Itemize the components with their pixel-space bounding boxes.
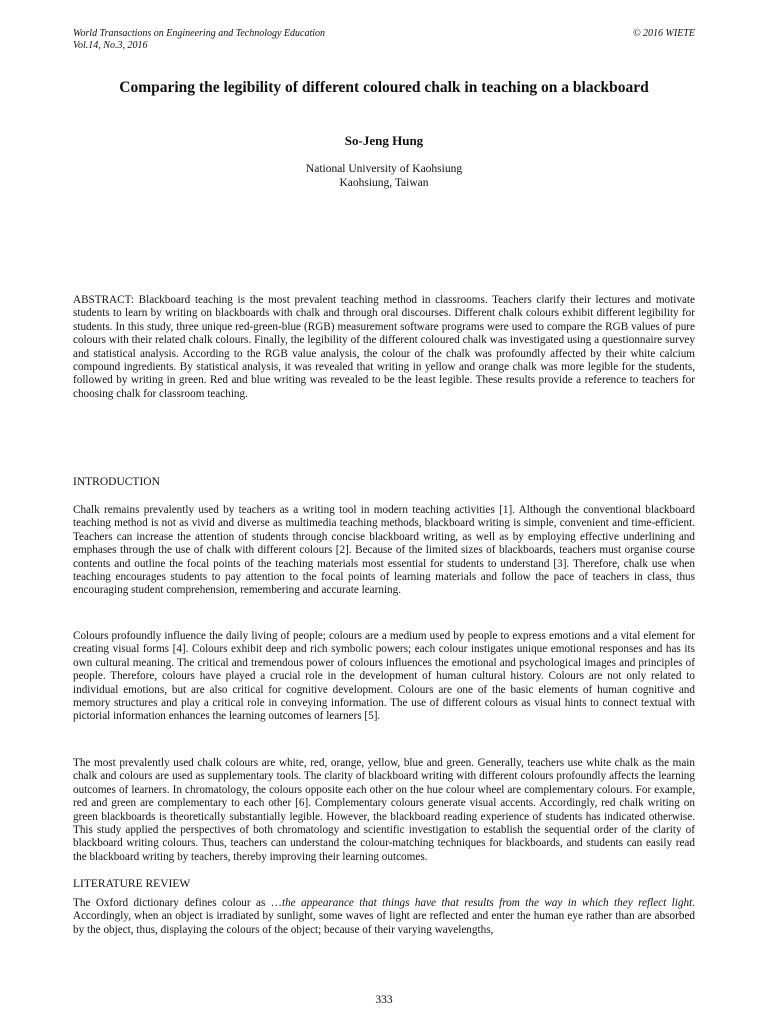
- page-number: 333: [375, 994, 393, 1006]
- paper-title: Comparing the legibility of different coloured chalk in teaching on a blackboard: [119, 79, 649, 96]
- lit-text-start: The Oxford dictionary defines colour as …: [73, 897, 282, 909]
- journal-volume: Vol.14, No.3, 2016: [73, 40, 148, 51]
- author-affiliation: [73, 162, 695, 190]
- journal-name: World Transactions on Engineering and Technology Education: [73, 28, 326, 39]
- intro-paragraph-2: Colours profoundly influence the daily living of people; colours are a medium used by people to express emotions and a vital element for creating visual forms [4]. Colours exhibit deep and rich symbolic powers; each colour instigates unique emotional responses and has its own cultural meaning. The critical and tremendous power of colours influences the emotional and psychological images and principles of people. Therefore, colours have played a crucial role in the development of human cultural history. Colours are not only related to individual emotions, but are also critical for cognitive development. Colours are one of the basic elements of human cognitive and memory structures and play a critical role in conveying information. The use of different colours as visual hints to connect textual with pictorial information enhances the learning outcomes of learners [5].: [73, 630, 695, 723]
- affiliation-location: Kaohsiung, Taiwan: [339, 177, 429, 189]
- lit-text-end: . Accordingly, when an object is irradiated by sunlight, some waves of light are reflected and enter the human eye rather than are absorbed by the object, thus, displaying the colours of the object; because of their varying wavelengths,: [73, 897, 695, 936]
- intro-paragraph-3: The most prevalently used chalk colours are white, red, orange, yellow, blue and green. Generally, teachers use white chalk as the main chalk and colours are used as supplementary tools. The clarity of blackboard writing with different colours profoundly affects the learning outcomes of learners. In chromatology, the colours opposite each other on the hue colour wheel are complementary colours. For example, red and green are complementary to each other [6]. Complementary colours generate visual accents. Accordingly, red chalk writing on green blackboards is theoretically substantially legible. However, the blackboard reading experience of students has indicated otherwise. This study applied the perspectives of both chromatology and scientific investigation to establish the sequential order of the clarity of blackboard writing colours. Thus, teachers can understand the colour-matching techniques for blackboards, and students can easily read the blackboard writing by teachers, thereby improving their learning outcomes.: [73, 757, 695, 863]
- intro-paragraph-1: Chalk remains prevalently used by teachers as a writing tool in modern teaching activities [1]. Although the conventional blackboard teaching method is not as vivid and diverse as multimedia teaching methods, blackboard writing is simple, convenient and time-efficient. Teachers can increase the attention of students through concise blackboard writing, as well as by employing effective underlining and emphases through the use of chalk with different colours [2]. Because of the limited sizes of blackboards, teachers must organise course contents and outline the focal points of the teaching materials most essential for students to understand [3]. Therefore, chalk use when teaching encourages students to pay attention to the focal points of learning materials and follow the pace of teachers in class, thus encouraging student comprehension, remembering and accurate learning.: [73, 504, 695, 597]
- lit-quote: the appearance that things have that results from the way in which they reflect light: [281, 897, 693, 909]
- affiliation-institution: National University of Kaohsiung: [305, 163, 463, 175]
- journal-info: [73, 28, 325, 52]
- author-name: So-Jeng Hung: [344, 133, 424, 148]
- literature-review-heading: LITERATURE REVIEW: [73, 878, 191, 890]
- introduction-heading: INTRODUCTION: [73, 476, 160, 488]
- literature-paragraph-1: [73, 897, 695, 937]
- copyright-notice: © 2016 WIETE: [632, 28, 695, 39]
- abstract: ABSTRACT: Blackboard teaching is the most prevalent teaching method in classrooms. Teachers clarify their lectures and motivate students to learn by writing on blackboards with chalk and through oral discourses. Different chalk colours exhibit different legibility for students. In this study, three unique red-green-blue (RGB) measurement software programs were used to compare the RGB values of pure colours with their related chalk colours. Finally, the legibility of the different coloured chalk was investigated using a questionnaire survey and statistical analysis. According to the RGB value analysis, the colour of the chalk was profoundly affected by their white calcium compound ingredients. By statistical analysis, it was revealed that writing in yellow and orange chalk was more legible for the students, followed by writing in green. Red and blue writing was revealed to be the least legible. These results provide a reference to teachers for choosing chalk for classroom teaching.: [73, 294, 695, 400]
